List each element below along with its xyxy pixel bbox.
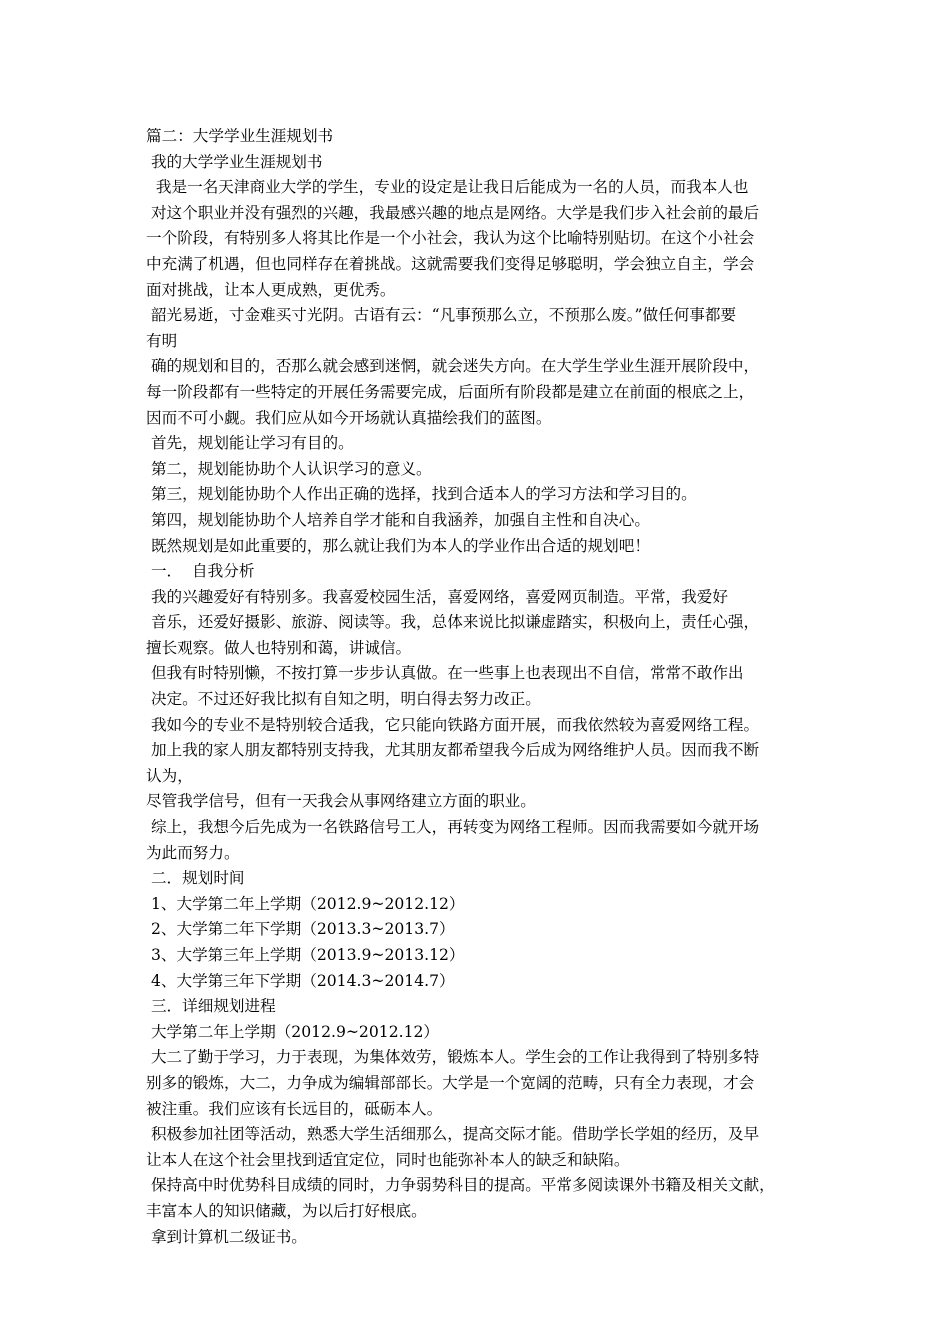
text-line: 因而不可小觑。我们应从如今开场就认真描绘我们的蓝图。 — [146, 408, 552, 427]
list-item: 4、大学第三年下学期（2014.3~2014.7） — [146, 971, 455, 990]
text-line: 尽管我学信号，但有一天我会从事网络建立方面的职业。 — [146, 792, 536, 811]
section-heading: 一． 自我分析 — [146, 562, 255, 581]
text-line: 第三，规划能协助个人作出正确的选择，找到合适本人的学习方法和学习目的。 — [146, 485, 697, 504]
text-line: 但我有时特别懒，不按打算一步步认真做。在一些事上也表现出不自信，常常不敢作出 — [146, 664, 744, 683]
text-line: 第二，规划能协助个人认识学习的意义。 — [146, 459, 432, 478]
text-line: 每一阶段都有一些特定的开展任务需要完成，后面所有阶段都是建立在前面的根底之上， — [146, 382, 755, 401]
subsection-heading: 大学第二年上学期（2012.9~2012.12） — [146, 1022, 440, 1041]
text-line: 第四，规划能协助个人培养自学才能和自我涵养，加强自主性和自决心。 — [146, 510, 650, 529]
text-line: 我的兴趣爱好有特别多。我喜爱校园生活，喜爱网络，喜爱网页制造。平常，我爱好 — [146, 587, 728, 606]
text-line: 别多的锻炼，大二，力争成为编辑部部长。大学是一个宽阔的范畴，只有全力表现，才会 — [146, 1073, 755, 1092]
text-line: 加上我的家人朋友都特别支持我，尤其朋友都希望我今后成为网络维护人员。因而我不断 — [146, 741, 760, 760]
text-line: 决定。不过还好我比拟有自知之明，明白得去努力改正。 — [146, 690, 541, 709]
text-line: 大二了勤于学习，力于表现，为集体效劳，锻炼本人。学生会的工作让我得到了特别多特 — [146, 1048, 760, 1067]
text-line: 面对挑战，让本人更成熟，更优秀。 — [146, 280, 396, 299]
text-line: 既然规划是如此重要的，那么就让我们为本人的学业作出合适的规划吧！ — [146, 536, 650, 555]
text-line: 为此而努力。 — [146, 843, 240, 862]
section-title: 篇二：大学学业生涯规划书 — [146, 127, 334, 145]
text-line: 音乐，还爱好摄影、旅游、阅读等。我，总体来说比拟谦虚踏实，积极向上，责任心强， — [146, 613, 760, 632]
text-line: 让本人在这个社会里找到适宜定位，同时也能弥补本人的缺乏和缺陷。 — [146, 1150, 630, 1169]
text-line: 有明 — [146, 331, 178, 350]
text-line: 韶光易逝，寸金难买寸光阴。古语有云：“凡事预那么立，不预那么废。”做任何事都要 — [146, 306, 737, 325]
text-line: 一个阶段，有特别多人将其比作是一个小社会，我认为这个比喻特别贴切。在这个小社会 — [146, 229, 755, 248]
text-line: 中充满了机遇，但也同样存在着挑战。这就需要我们变得足够聪明，学会独立自主，学会 — [146, 254, 755, 273]
text-line: 首先，规划能让学习有目的。 — [146, 434, 354, 453]
text-line: 我是一名天津商业大学的学生，专业的设定是让我日后能成为一名的人员，而我本人也 — [146, 178, 749, 197]
document-title: 我的大学学业生涯规划书 — [146, 152, 323, 171]
text-line: 我如今的专业不是特别较合适我，它只能向铁路方面开展，而我依然较为喜爱网络工程。 — [146, 715, 760, 734]
text-line: 保持高中时优势科目成绩的同时，力争弱势科目的提高。平常多阅读课外书籍及相关文献， — [146, 1176, 775, 1195]
section-heading: 三．详细规划进程 — [146, 997, 276, 1016]
list-item: 2、大学第二年下学期（2013.3~2013.7） — [146, 920, 455, 939]
text-line: 确的规划和目的，否那么就会感到迷惘，就会迷失方向。在大学生学业生涯开展阶段中， — [146, 357, 760, 376]
text-line: 积极参加社团等活动，熟悉大学生活细那么，提高交际才能。借助学长学姐的经历，及早 — [146, 1125, 760, 1144]
text-line: 认为， — [146, 766, 193, 785]
list-item: 3、大学第三年上学期（2013.9~2013.12） — [146, 946, 465, 964]
list-item: 1、大学第二年上学期（2012.9~2012.12） — [146, 894, 465, 913]
section-heading: 二．规划时间 — [146, 869, 245, 888]
text-line: 综上，我想今后先成为一名铁路信号工人，再转变为网络工程师。因而我需要如今就开场 — [146, 818, 760, 837]
text-line: 丰富本人的知识储藏，为以后打好根底。 — [146, 1201, 427, 1220]
text-line: 对这个职业并没有强烈的兴趣，我最感兴趣的地点是网络。大学是我们步入社会前的最后 — [146, 203, 760, 222]
text-line: 拿到计算机二级证书。 — [146, 1227, 307, 1246]
text-line: 擅长观察。做人也特别和蔼，讲诚信。 — [146, 638, 412, 657]
document-body — [146, 124, 836, 1250]
text-line: 被注重。我们应该有长远目的，砥砺本人。 — [146, 1099, 443, 1118]
